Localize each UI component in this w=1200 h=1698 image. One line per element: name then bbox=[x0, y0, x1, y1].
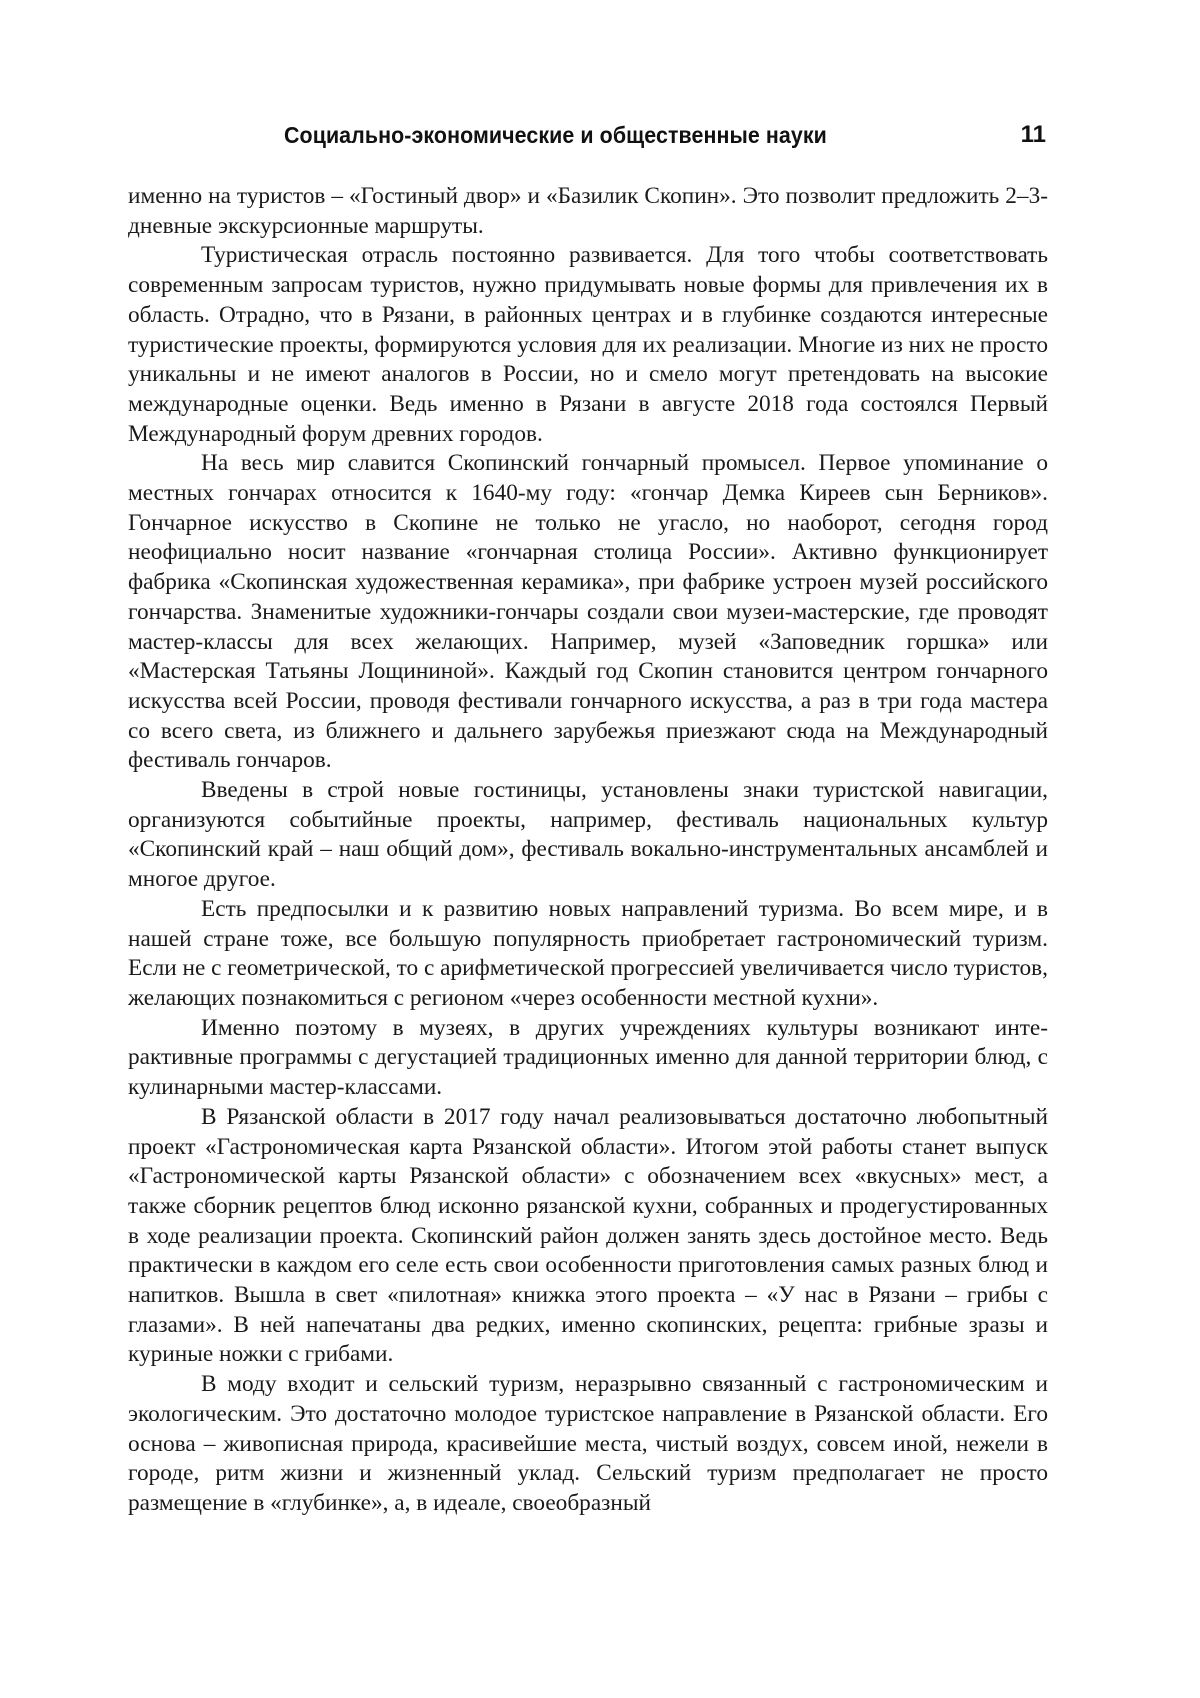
paragraph: В моду входит и сельский туризм, неразрывно связанный с гастрономическим и экологическим. Это достаточно молодое туристское направление в Рязанской области. Его основа – живописная природа, красивейшие места, чистый воздух, совсем иной, нежели в городе, ритм жизни и жизненный уклад. Сельский туризм предполагает не просто размещение в «глубинке», а, в идеале, своеобразный bbox=[128, 1371, 1048, 1516]
paragraph-continuation: именно на туристов – «Гостиный двор» и «Базилик Скопин». Это позволит предложить 2–3-дневные экскурсионные маршруты. bbox=[128, 183, 1048, 239]
body-text bbox=[128, 182, 1048, 1519]
paragraph: В Рязанской области в 2017 году начал реализовываться достаточно любопытный проект «Гастрономическая карта Рязанской области». Итогом этой работы станет выпуск «Гастрономической карты Рязанской области» с обозначением всех «вкусных» мест, а также сборник рецептов блюд исконно рязанской кухни, собранных и продегустированных в ходе реализации проекта. Скопинский район должен занять здесь достойное место. Ведь практически в каждом его селе есть свои особенности приготовления самых разных блюд и напитков. Вышла в свет «пилотная» книжка этого проекта – «У нас в Рязани – грибы с глазами». В ней напечатаны два редких, именно скопинских, рецепта: грибные зразы и куриные ножки с грибами. bbox=[128, 1103, 1048, 1368]
paragraph: Введены в строй новые гостиницы, установлены знаки туристской навигации, организуются событийные проекты, например, фестиваль национальных культур «Скопинский край – наш общий дом», фестиваль вокально-инструментальных ансамблей и многое другое. bbox=[128, 777, 1048, 893]
paragraph: На весь мир славится Скопинский гончарный промысел. Первое упоминание о местных гончарах относится к 1640-му году: «гончар Демка Киреев сын Берников». Гончарное искусство в Скопине не только не угасло, но наоборот, сегодня город неофициально носит название «гончарная столица России». Активно функционирует фабрика «Скопинская художественная керамика», при фабрике устроен музей российского гончарства. Знаменитые художники-гончары создали свои музеи-мастерские, где проводят мастер-классы для всех желающих. Например, музей «Заповедник горшка» или «Мастерская Татьяны Лощининой». Каждый год Скопин становится центром гончарного искусства всей России, проводя фестивали гончарного искусства, а раз в три года мастера со всего света, из ближнего и дальнего зарубежья приезжают сюда на Международный фестиваль гончаров. bbox=[128, 450, 1048, 774]
paragraph: Туристическая отрасль постоянно развивается. Для того чтобы соответствовать современным запросам туристов, нужно придумывать новые формы для привлечения их в область. Отрадно, что в Рязани, в районных центрах и в глубинке создаются интересные туристические проекты, формируются условия для их реализации. Многие из них не просто уникальны и не имеют аналогов в России, но и смело могут претендовать на высокие международные оценки. Ведь именно в Рязани в августе 2018 года состоялся Первый Международный форум древних городов. bbox=[128, 242, 1048, 447]
paragraph: Именно поэтому в музеях, в других учреждениях культуры возникают интерактивные программы с дегустацией традиционных именно для данной территории блюд, с кулинарными мастер-классами. bbox=[128, 1014, 1048, 1101]
paragraph: Есть предпосылки и к развитию новых направлений туризма. Во всем мире, и в нашей стране тоже, все большую популярность приобретает гастрономический туризм. Если не с геометрической, то с арифметической прогрессией увеличивается число туристов, желающих познакомиться с регионом «через особенности местной кухни». bbox=[128, 895, 1048, 1011]
running-title: Социально-экономические и общественные науки bbox=[284, 122, 827, 148]
running-header bbox=[128, 122, 1048, 154]
page-number: 11 bbox=[1020, 121, 1046, 148]
